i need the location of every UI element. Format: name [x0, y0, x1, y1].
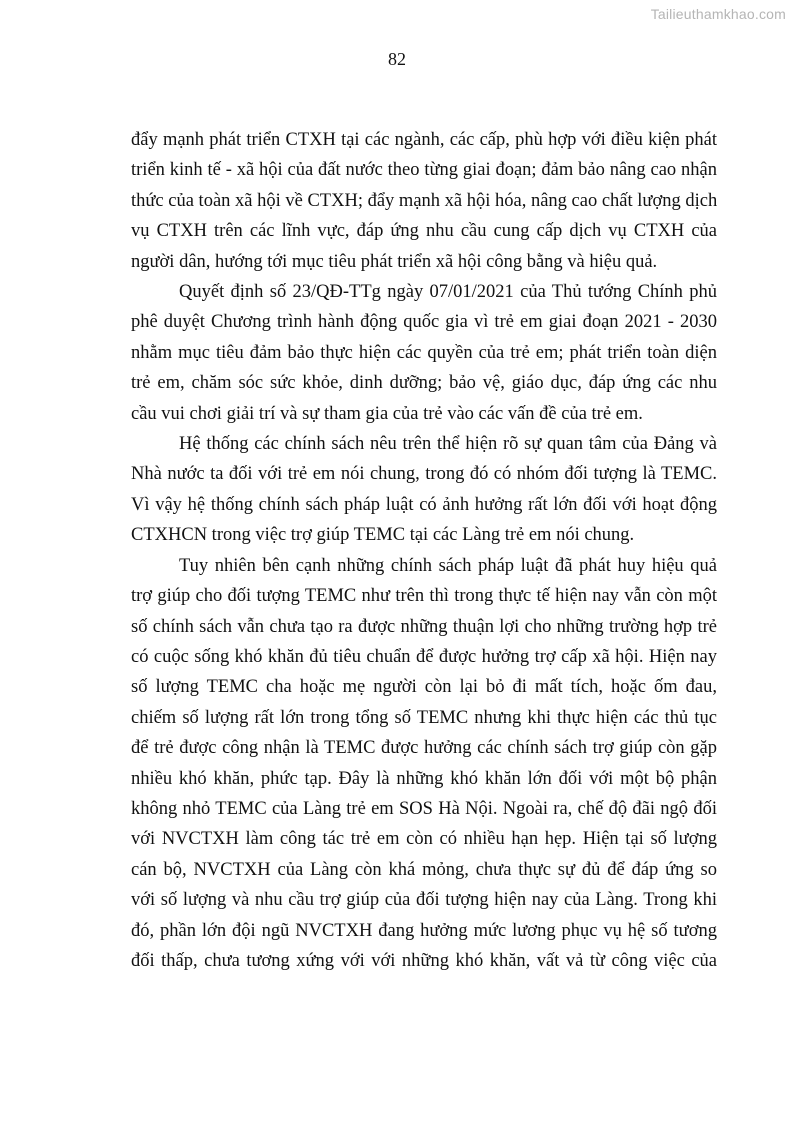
text-line: trẻ em, chăm sóc sức khỏe, dinh dưỡng; bảo vệ, giáo dục, đáp ứng các nhu: [131, 373, 717, 394]
text-line: đối thấp, chưa tương xứng với với những khó khăn, vất vả từ công việc của: [131, 950, 717, 971]
text-line: nhiều khó khăn, phức tạp. Đây là những khó khăn lớn đối với một bộ phận: [131, 768, 717, 789]
text-line: có cuộc sống khó khăn đủ tiêu chuẩn để được hưởng trợ cấp xã hội. Hiện nay: [131, 646, 717, 667]
text-line: không nhỏ TEMC của Làng trẻ em SOS Hà Nội. Ngoài ra, chế độ đãi ngộ đối: [131, 798, 717, 819]
text-line: với NVCTXH làm công tác trẻ em còn có nhiều hạn hẹp. Hiện tại số lượng: [131, 829, 717, 850]
text-line: Tuy nhiên bên cạnh những chính sách pháp luật đã phát huy hiệu quả: [179, 555, 717, 576]
text-line: chiếm số lượng rất lớn trong tổng số TEMC nhưng khi thực hiện các thủ tục: [131, 707, 717, 728]
paragraph-1: [131, 125, 717, 277]
text-line: Nhà nước ta đối với trẻ em nói chung, trong đó có nhóm đối tượng là TEMC.: [131, 464, 717, 485]
text-line: để trẻ được công nhận là TEMC được hưởng các chính sách trợ giúp còn gặp: [131, 738, 717, 759]
text-line: Quyết định số 23/QĐ-TTg ngày 07/01/2021 của Thủ tướng Chính phủ: [179, 282, 717, 303]
text-line: số lượng TEMC cha hoặc mẹ người còn lại bỏ đi mất tích, hoặc ốm đau,: [131, 677, 717, 698]
text-line: trợ giúp cho đối tượng TEMC như trên thì trong thực tế hiện nay vẫn còn một: [131, 586, 717, 607]
text-line: Vì vậy hệ thống chính sách pháp luật có ảnh hưởng rất lớn đối với hoạt động: [131, 494, 717, 515]
text-line: triển kinh tế - xã hội của đất nước theo từng giai đoạn; đảm bảo nâng cao nhận: [131, 160, 717, 181]
text-line: cầu vui chơi giải trí và sự tham gia của trẻ vào các vấn đề của trẻ em.: [131, 403, 643, 424]
text-line: đó, phần lớn đội ngũ NVCTXH đang hưởng mức lương phục vụ hệ số tương: [131, 920, 717, 941]
text-line: số chính sách vẫn chưa tạo ra được những thuận lợi cho những trường hợp trẻ: [131, 616, 717, 637]
paragraph-2: [131, 277, 717, 429]
text-line: Hệ thống các chính sách nêu trên thể hiện rõ sự quan tâm của Đảng và: [179, 434, 717, 455]
text-line: với số lượng và nhu cầu trợ giúp của đối tượng hiện nay của Làng. Trong khi: [131, 890, 717, 911]
text-line: phê duyệt Chương trình hành động quốc gia vì trẻ em giai đoạn 2021 - 2030: [131, 312, 717, 333]
text-line: người dân, hướng tới mục tiêu phát triển xã hội công bằng và hiệu quả.: [131, 251, 658, 272]
text-line: thức của toàn xã hội về CTXH; đẩy mạnh xã hội hóa, nâng cao chất lượng dịch: [131, 190, 718, 211]
page-number: 82: [388, 49, 406, 69]
text-line: đẩy mạnh phát triển CTXH tại các ngành, các cấp, phù hợp với điều kiện phát: [131, 130, 717, 150]
document-body: [131, 125, 717, 976]
text-line: cán bộ, NVCTXH của Làng còn khá mỏng, chưa thực sự đủ để đáp ứng so: [131, 859, 717, 880]
paragraph-4: [131, 551, 717, 977]
text-line: vụ CTXH trên các lĩnh vực, đáp ứng nhu cầu cung cấp dịch vụ CTXH của: [131, 221, 717, 242]
text-line: CTXHCN trong việc trợ giúp TEMC tại các Làng trẻ em nói chung.: [131, 525, 635, 546]
watermark: Tailieuthamkhao.com: [650, 6, 786, 22]
text-line: nhằm mục tiêu đảm bảo thực hiện các quyền của trẻ em; phát triển toàn diện: [131, 342, 717, 363]
paragraph-3: [131, 429, 717, 551]
